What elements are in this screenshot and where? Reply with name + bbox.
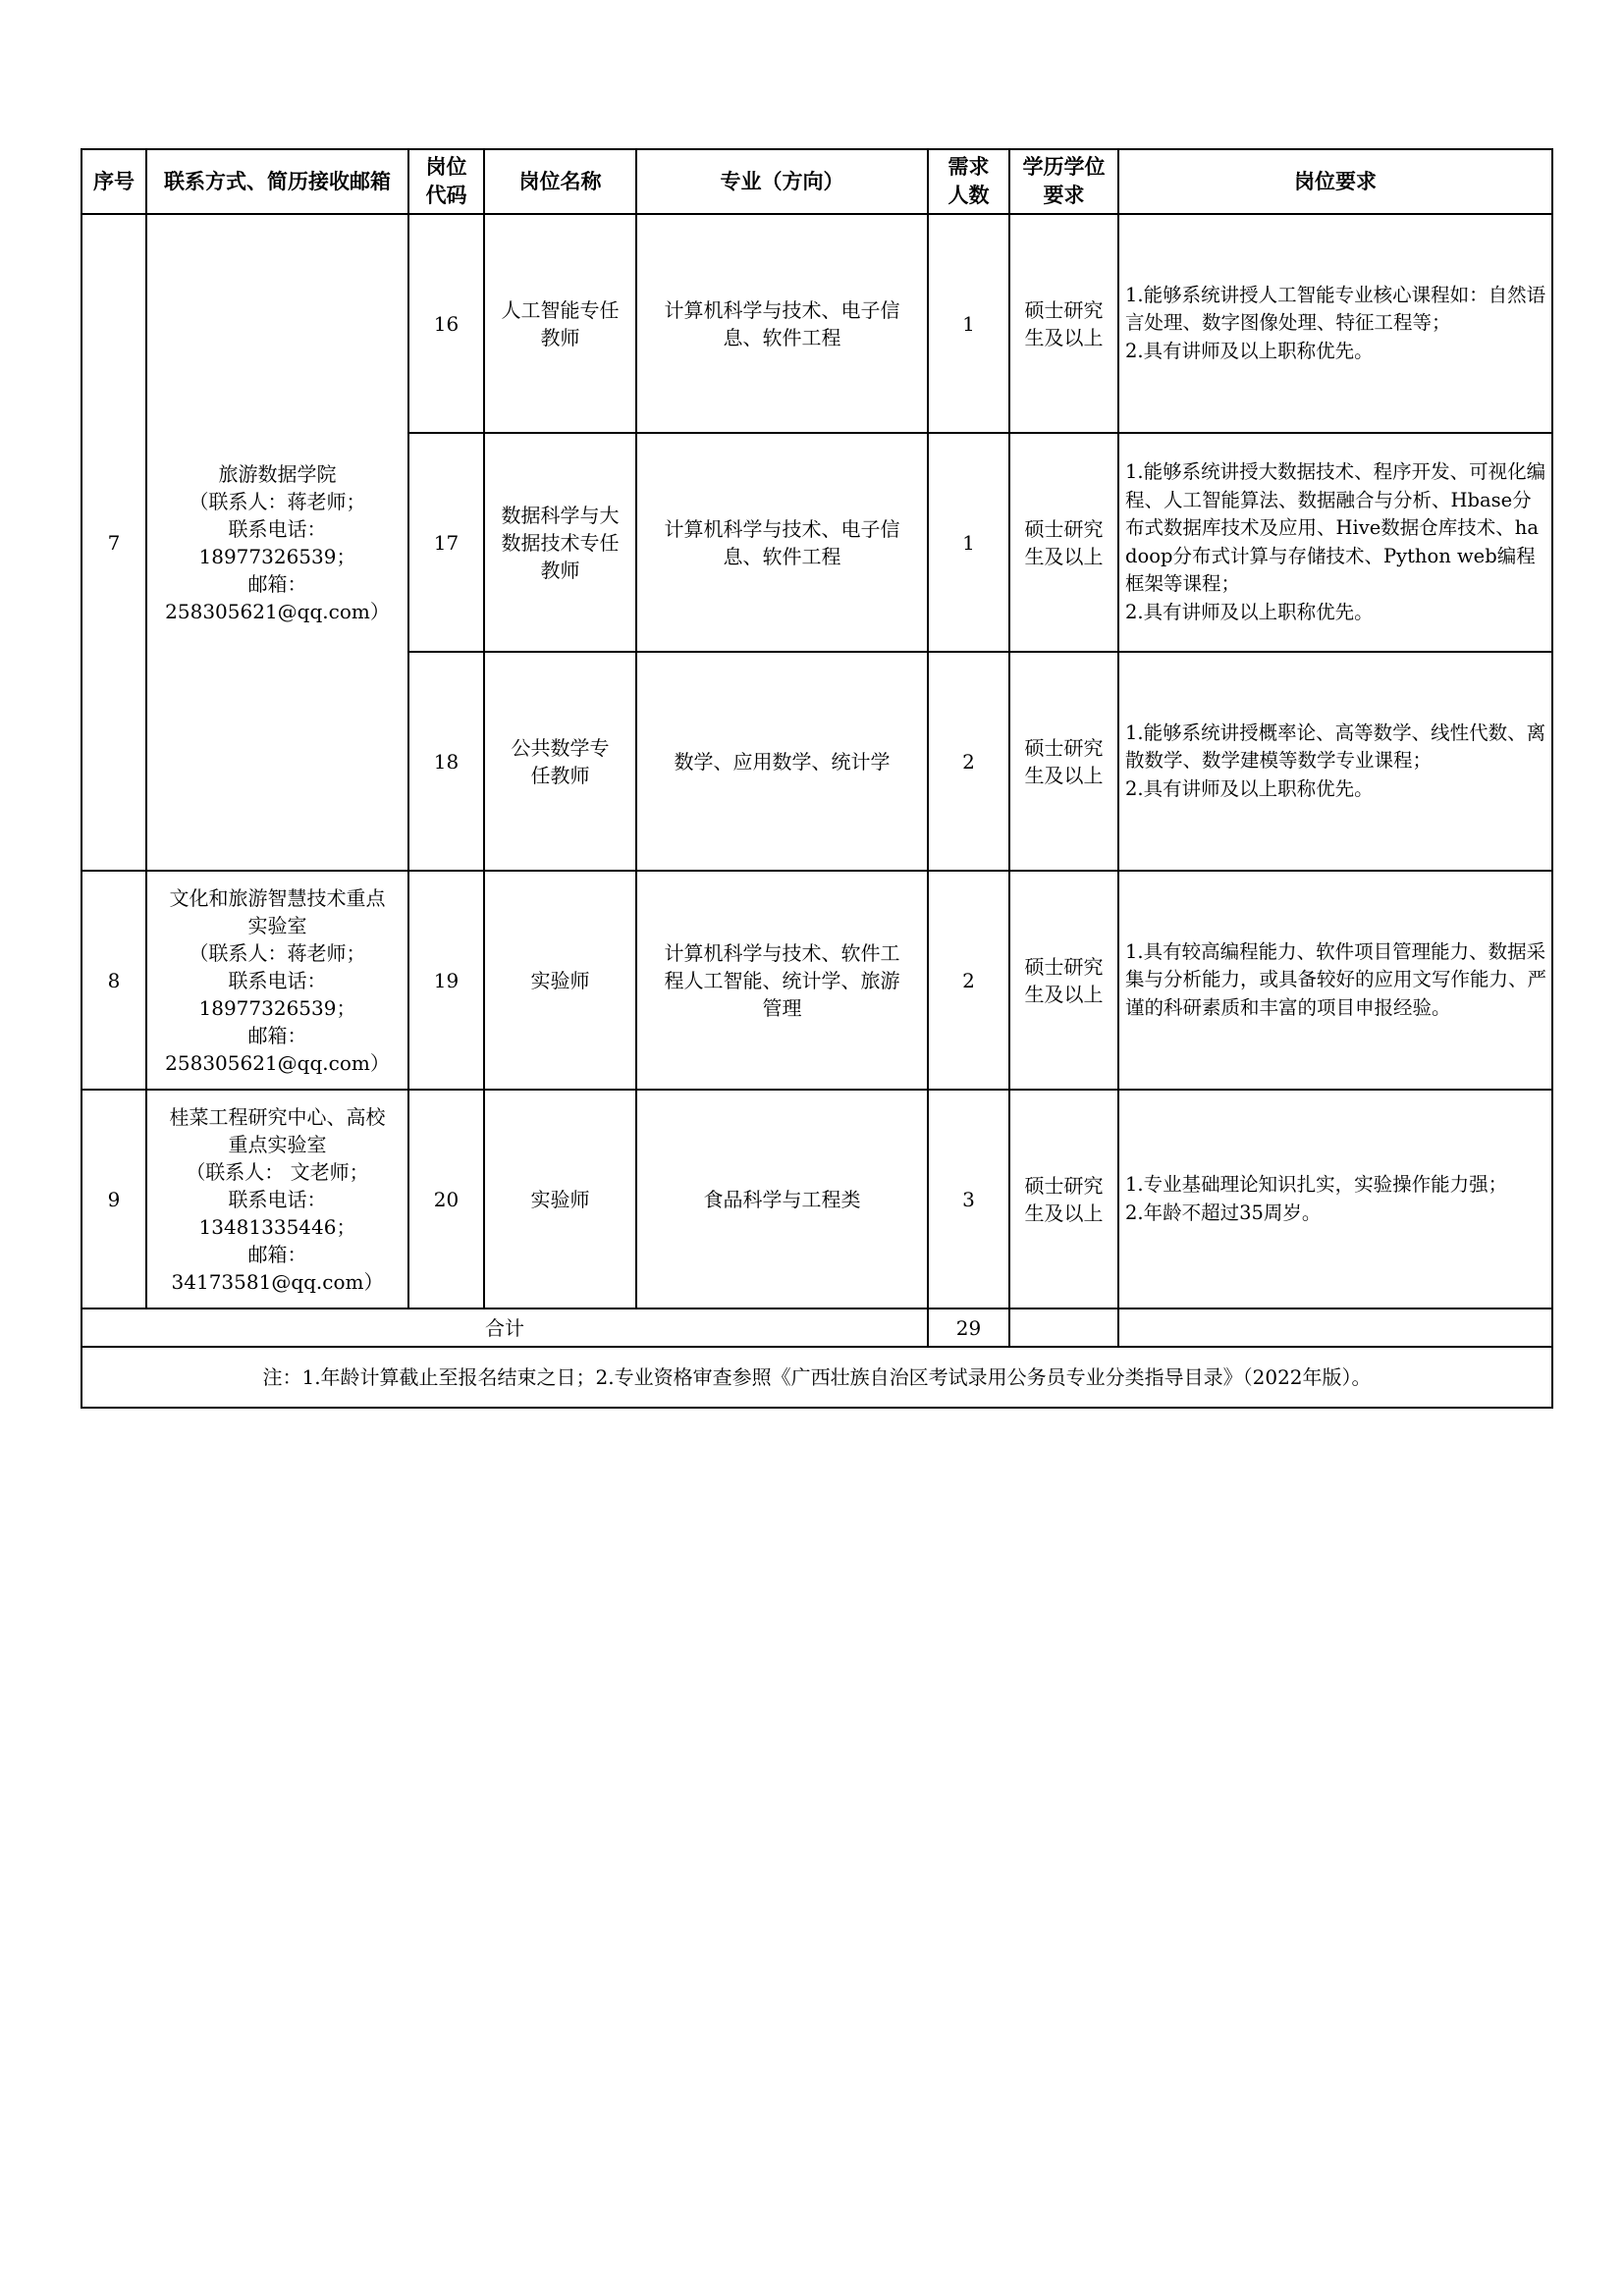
degree-cell: 硕士研究 生及以上 (1009, 214, 1118, 433)
code-cell: 20 (408, 1090, 484, 1308)
major-cell: 食品科学与工程类 (636, 1090, 928, 1308)
table-row (81, 871, 1552, 1090)
position-cell: 实验师 (484, 871, 636, 1090)
seq-cell: 9 (81, 1090, 146, 1308)
major-cell: 计算机科学与技术、电子信 息、软件工程 (636, 214, 928, 433)
seq-cell: 7 (81, 214, 146, 871)
degree-cell: 硕士研究 生及以上 (1009, 652, 1118, 871)
recruitment-table (81, 148, 1553, 1409)
degree-cell: 硕士研究 生及以上 (1009, 433, 1118, 652)
header-major: 专业（方向） (636, 149, 928, 214)
code-cell: 19 (408, 871, 484, 1090)
requirements-cell: 1.能够系统讲授概率论、高等数学、线性代数、离散数学、数学建模等数学专业课程； 2.具有讲师及以上职称优先。 (1118, 652, 1552, 871)
total-row (81, 1308, 1552, 1347)
code-cell: 17 (408, 433, 484, 652)
contact-cell: 旅游数据学院 （联系人：蒋老师； 联系电话： 18977326539； 邮箱： 258305621@qq.com） (146, 214, 408, 871)
requirements-cell: 1.能够系统讲授人工智能专业核心课程如：自然语言处理、数字图像处理、特征工程等； 2.具有讲师及以上职称优先。 (1118, 214, 1552, 433)
total-count: 29 (928, 1308, 1009, 1347)
major-cell: 计算机科学与技术、电子信 息、软件工程 (636, 433, 928, 652)
count-cell: 1 (928, 433, 1009, 652)
requirements-cell: 1.能够系统讲授大数据技术、程序开发、可视化编程、人工智能算法、数据融合与分析、Hbase分布式数据库技术及应用、Hive数据仓库技术、hadoop分布式计算与存储技术、Python web编程框架等课程； 2.具有讲师及以上职称优先。 (1118, 433, 1552, 652)
position-cell: 公共数学专 任教师 (484, 652, 636, 871)
note-cell (81, 1347, 1552, 1408)
note-row (81, 1347, 1552, 1408)
count-cell: 2 (928, 871, 1009, 1090)
requirements-cell: 1.专业基础理论知识扎实，实验操作能力强； 2.年龄不超过35周岁。 (1118, 1090, 1552, 1308)
position-cell: 数据科学与大 数据技术专任 教师 (484, 433, 636, 652)
header-requirements: 岗位要求 (1118, 149, 1552, 214)
major-cell: 数学、应用数学、统计学 (636, 652, 928, 871)
header-count: 需求 人数 (928, 149, 1009, 214)
count-cell: 2 (928, 652, 1009, 871)
total-label: 合计 (81, 1308, 928, 1347)
header-position: 岗位名称 (484, 149, 636, 214)
table-row (81, 214, 1552, 433)
table-header-row (81, 149, 1552, 214)
count-cell: 1 (928, 214, 1009, 433)
header-code: 岗位 代码 (408, 149, 484, 214)
header-contact: 联系方式、简历接收邮箱 (146, 149, 408, 214)
total-requirements-empty (1118, 1308, 1552, 1347)
degree-cell: 硕士研究 生及以上 (1009, 871, 1118, 1090)
requirements-cell: 1.具有较高编程能力、软件项目管理能力、数据采集与分析能力，或具备较好的应用文写作能力、严谨的科研素质和丰富的项目申报经验。 (1118, 871, 1552, 1090)
contact-cell: 文化和旅游智慧技术重点 实验室 （联系人：蒋老师； 联系电话： 18977326539； 邮箱： 258305621@qq.com） (146, 871, 408, 1090)
major-cell: 计算机科学与技术、软件工 程人工智能、统计学、旅游 管理 (636, 871, 928, 1090)
seq-cell: 8 (81, 871, 146, 1090)
header-seq: 序号 (81, 149, 146, 214)
table-row (81, 1090, 1552, 1308)
count-cell: 3 (928, 1090, 1009, 1308)
degree-cell: 硕士研究 生及以上 (1009, 1090, 1118, 1308)
position-cell: 人工智能专任 教师 (484, 214, 636, 433)
code-cell: 18 (408, 652, 484, 871)
contact-cell: 桂菜工程研究中心、高校 重点实验室 （联系人： 文老师； 联系电话： 13481335446； 邮箱： 34173581@qq.com） (146, 1090, 408, 1308)
total-degree-empty (1009, 1308, 1118, 1347)
note-text: 注：1.年龄计算截止至报名结束之日；2.专业资格审查参照《广西壮族自治区考试录用公务员专业分类指导目录》（2022年版）。 (262, 1365, 1372, 1389)
code-cell: 16 (408, 214, 484, 433)
header-degree: 学历学位 要求 (1009, 149, 1118, 214)
position-cell: 实验师 (484, 1090, 636, 1308)
